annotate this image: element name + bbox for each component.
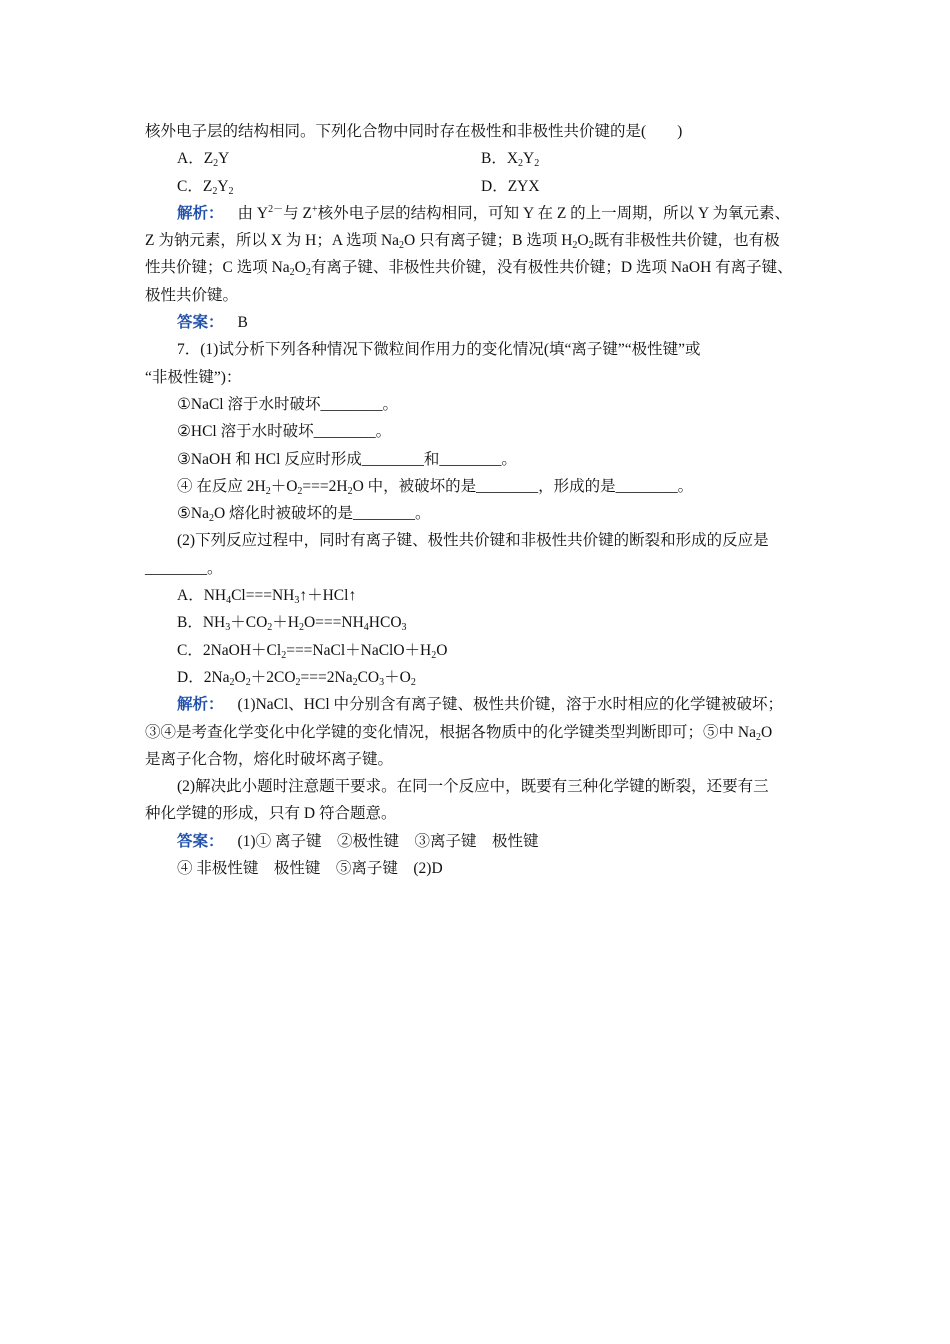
question-7-option-b: B．$NH_3+CO_2+H_2O===NH_4HCO_3$ xyxy=(177,614,407,634)
question-7-answer-line-1: 答案： (1)① 离子键 ②极性键 ③离子键 极性键 xyxy=(177,832,539,850)
question-6-analysis-line-3: 性共价键；C 选项 $Na_2O_2$有离子键、非极性共价键，没有极性共价键；D 选项 NaOH 有离子键、 xyxy=(145,259,793,279)
question-7-stem-line-1: 7．(1)试分析下列各种情况下微粒间作用力的变化情况(填“离子键”“极性键”或 xyxy=(177,341,701,359)
document-page xyxy=(145,118,813,882)
question-7-item-2: ②HCl 溶于水时破坏________。 xyxy=(177,423,392,441)
question-7-option-a: A．$NH_4Cl===NH_3↑+HCl↑$ xyxy=(177,587,357,607)
question-7-analysis-line-1: 解析： (1)NaCl、HCl 中分别含有离子键、极性共价键，溶于水时相应的化学键被破坏； xyxy=(177,696,784,714)
question-7-option-c: C．$2NaOH+Cl_2===NaCl+NaClO+H_2O$ xyxy=(177,641,448,661)
question-7-option-d: D．$2Na_2O_2+2CO_2===2Na_2CO_3+O_2$ xyxy=(177,668,416,688)
question-6-options-row-2 xyxy=(145,173,813,200)
question-7-analysis-line-3: 是离子化合物，熔化时破坏离子键。 xyxy=(145,750,394,768)
question-6-stem: 核外电子层的结构相同。下列化合物中同时存在极性和非极性共价键的是( ) xyxy=(145,123,683,140)
question-7-item-4: ④ 在反应 $2H_2+O_2===2H_2O$ 中，被破坏的是________，形成的是________。 xyxy=(177,477,694,497)
answer-label: 答案： xyxy=(177,314,224,332)
question-7-part-2-line-1: (2)下列反应过程中，同时有离子键、极性共价键和非极性共价键的断裂和形成的反应是 xyxy=(177,532,769,550)
question-7-item-1: ①NaCl 溶于水时破坏________。 xyxy=(177,395,398,413)
option-d: D．ZYX xyxy=(481,177,540,195)
question-7-stem-line-2: “非极性键”)： xyxy=(145,368,242,386)
analysis-label: 解析： xyxy=(177,696,224,714)
question-6-answer: 答案： B xyxy=(177,314,248,332)
question-7-analysis-line-5: 种化学键的形成，只有 D 符合题意。 xyxy=(145,805,397,823)
analysis-label: 解析： xyxy=(177,204,224,222)
question-7-answer-line-2: ④ 非极性键 极性键 ⑤离子键 (2)D xyxy=(177,860,443,878)
question-6-analysis-line-4: 极性共价键。 xyxy=(145,286,239,304)
question-7-analysis-line-2: ③④是考查化学变化中化学键的变化情况，根据各物质中的化学键类型判断即可；⑤中 $Na_2O$ xyxy=(145,723,773,743)
question-6-options-row-1 xyxy=(145,145,813,172)
question-7-part-2-line-2: ________。 xyxy=(145,559,223,577)
option-b: B．$X_2Y_2$ xyxy=(481,150,540,170)
question-7-item-5: $⑤Na_2O$ 熔化时被破坏的是________。 xyxy=(177,505,431,525)
question-7-item-3: ③NaOH 和 HCl 反应时形成________和________。 xyxy=(177,450,517,468)
answer-label: 答案： xyxy=(177,832,224,850)
option-a: A．$Z_2Y$ xyxy=(177,150,230,170)
question-7-analysis-line-4: (2)解决此小题时注意题干要求。在同一个反应中，既要有三种化学键的断裂，还要有三 xyxy=(177,778,769,796)
question-6-analysis-line-2: Z 为钠元素，所以 X 为 H；A 选项 $Na_2O$ 只有离子键；B 选项 $H_2O_2$既有非极性共价键，也有极 xyxy=(145,232,780,252)
option-c: C．$Z_2Y_2$ xyxy=(177,177,234,197)
question-6-analysis-line-1: 解析： 由 $Y^{2-}$与 Z+核外电子层的结构相同，可知 Y 在 Z 的上一周期，所以 Y 为氧元素、 xyxy=(177,203,791,222)
